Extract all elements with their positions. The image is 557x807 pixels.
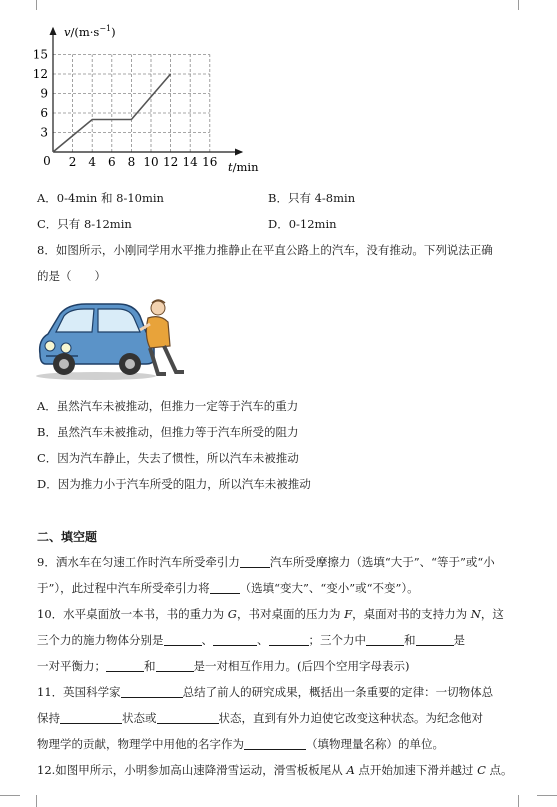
x-tick-label: 14 [182, 155, 198, 169]
crop-mark [36, 795, 37, 807]
q11-line-3: 物理学的贡献，物理学中用他的名字作为 （填物理量名称）的单位。 [37, 737, 444, 751]
x-tick-label: 8 [127, 155, 136, 169]
y-tick-label: 3 [40, 125, 48, 140]
q8-option-d: D．因为推力小于汽车所受的阻力，所以汽车未被推动 [37, 477, 311, 491]
q12-line-1: 12.如图甲所示，小明参加高山速降滑雪运动，滑雪板板尾从 A 点开始加速下滑并越过 C 点。 [37, 763, 513, 777]
q10-line-1: 10．水平桌面放一本书，书的重力为 G，书对桌面的压力为 F，桌面对书的支持力为 N，这 [37, 607, 504, 621]
q7-option-d: D．0-12min [268, 217, 337, 231]
crop-mark [0, 795, 20, 796]
origin-label: 0 [43, 154, 51, 168]
answer-blank[interactable] [366, 633, 404, 646]
q8-stem-line-1: 8．如图所示，小刚同学用水平推力推静止在平直公路上的汽车，没有推动。下列说法正确 [37, 243, 493, 257]
q11-line-1: 11．英国科学家 总结了前人的研究成果，概括出一条重要的定律：一切物体总 [37, 685, 494, 699]
answer-blank[interactable] [416, 633, 454, 646]
velocity-time-chart [30, 22, 270, 182]
q8-option-a: A．虽然汽车未被推动，但推力一定等于汽车的重力 [37, 399, 299, 413]
answer-blank[interactable] [106, 659, 144, 672]
q9-line-2: 于”），此过程中汽车所受牵引力将 （选填“变大”、“变小”或“不变”）。 [37, 581, 419, 595]
x-tick-label: 4 [88, 155, 97, 169]
answer-blank[interactable] [156, 659, 194, 672]
answer-blank[interactable] [60, 711, 122, 724]
x-tick-label: 6 [107, 155, 116, 169]
answer-blank[interactable] [164, 633, 202, 646]
answer-blank[interactable] [244, 737, 306, 750]
q7-option-c: C．只有 8-12min [37, 217, 132, 231]
q9-line-1: 9．洒水车在匀速工作时汽车所受牵引力 汽车所受摩擦力（选填“大于”、“等于”或“小 [37, 555, 495, 569]
q7-option-b: B．只有 4-8min [268, 191, 356, 205]
q10-line-3: 一对平衡力； 和 是一对相互作用力。(后四个空用字母表示) [37, 659, 410, 673]
answer-blank[interactable] [213, 633, 257, 646]
q8-option-b: B．虽然汽车未被推动，但推力等于汽车所受的阻力 [37, 425, 299, 439]
q8-stem-line-2: 的是（ ） [37, 269, 106, 283]
x-tick-label: 10 [143, 155, 159, 169]
answer-blank[interactable] [210, 581, 240, 594]
crop-mark [36, 0, 37, 10]
x-tick-label: 16 [202, 155, 218, 169]
answer-blank[interactable] [157, 711, 219, 724]
section-title: 二、填空题 [37, 530, 98, 544]
x-tick-label: 12 [162, 155, 179, 169]
crop-mark [537, 795, 557, 796]
q7-option-a: A．0-4min 和 8-10min [37, 191, 164, 205]
y-tick-label: 9 [40, 86, 48, 101]
car-push-illustration [34, 296, 186, 382]
crop-mark [518, 795, 519, 807]
x-tick-label: 2 [68, 155, 77, 169]
q8-option-c: C．因为汽车静止，失去了惯性，所以汽车未被推动 [37, 451, 299, 465]
x-axis-label: t/min [228, 160, 259, 174]
crop-mark [518, 0, 519, 10]
y-axis-label: $v/(m\cdot s^{-1})$ [64, 24, 116, 39]
answer-blank[interactable] [240, 555, 270, 568]
answer-blank[interactable] [269, 633, 309, 646]
y-tick-label: 12 [32, 67, 48, 81]
y-tick-label: 15 [32, 47, 48, 62]
answer-blank[interactable] [121, 685, 183, 698]
q10-line-2: 三个力的施力物体分别是 、 、 ；三个力中 和 是 [37, 633, 465, 647]
q11-line-2: 保持 状态或 状态，直到有外力迫使它改变这种状态。为纪念他对 [37, 711, 483, 725]
y-tick-label: 6 [40, 106, 48, 120]
